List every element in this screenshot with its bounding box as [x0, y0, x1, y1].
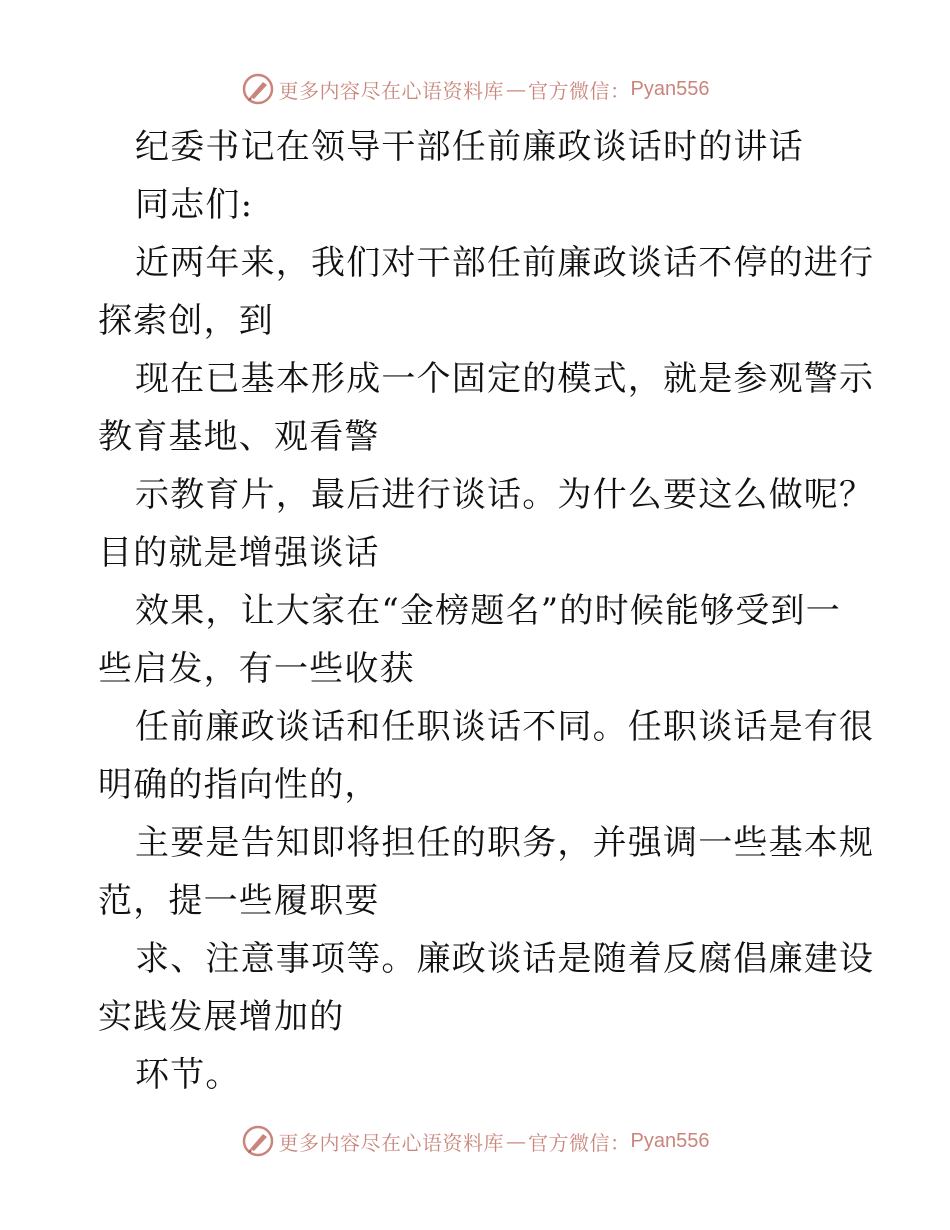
watermark-dash: — — [506, 1129, 527, 1153]
paragraph-line: 探索创，到 — [98, 301, 274, 341]
paragraph-line: 教育基地、观看警 — [98, 417, 380, 457]
watermark-text: 更多内容尽在心语资料库 — [278, 1130, 505, 1155]
watermark-label: 官方微信： — [528, 1130, 631, 1155]
paragraph-line: 些启发，有一些收获 — [98, 649, 415, 689]
pen-logo-icon — [241, 1124, 275, 1158]
watermark-dash: — — [506, 77, 527, 101]
paragraph-line: 环节。 — [135, 1055, 241, 1095]
pen-logo-icon — [241, 72, 275, 106]
watermark-id: Pyan556 — [630, 77, 710, 100]
paragraph-line: 目的就是增强谈话 — [98, 533, 380, 573]
paragraph-line: 效果，让大家在“金榜题名”的时候能够受到一 — [135, 591, 841, 631]
watermark-footer — [0, 1124, 950, 1158]
document-body — [98, 118, 875, 1104]
paragraph-line: 实践发展增加的 — [98, 997, 345, 1037]
watermark-id: Pyan556 — [630, 1129, 710, 1152]
paragraph-line: 任前廉政谈话和任职谈话不同。任职谈话是有很 — [135, 707, 875, 747]
paragraph-line: 示教育片，最后进行谈话。为什么要这么做呢？ — [135, 475, 875, 515]
paragraph-line: 范，提一些履职要 — [98, 881, 380, 921]
paragraph-line: 主要是告知即将担任的职务，并强调一些基本规 — [135, 823, 875, 863]
paragraph-line: 求、注意事项等。廉政谈话是随着反腐倡廉建设 — [135, 939, 875, 979]
watermark-text: 更多内容尽在心语资料库 — [278, 78, 505, 103]
watermark-header — [0, 72, 950, 106]
paragraph-line: 现在已基本形成一个固定的模式，就是参观警示 — [135, 359, 875, 399]
paragraph-line: 近两年来，我们对干部任前廉政谈话不停的进行 — [135, 243, 875, 283]
paragraph-line: 明确的指向性的， — [98, 765, 380, 805]
document-title: 纪委书记在领导干部任前廉政谈话时的讲话 — [135, 127, 804, 167]
watermark-label: 官方微信： — [528, 78, 631, 103]
salutation: 同志们: — [135, 185, 254, 225]
